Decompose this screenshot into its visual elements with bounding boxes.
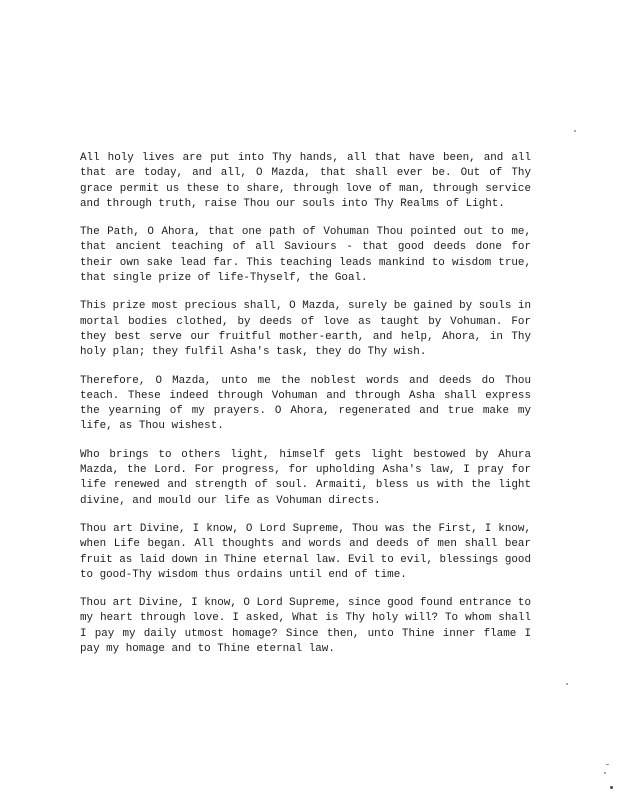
paragraph-7: Thou art Divine, I know, O Lord Supreme, since good found entrance to my heart through love. I asked, What is Thy holy will? To whom shall I pay my daily utmost homage? Since then, unto Thine inner flame I pay my homage and to Thine eternal law. [80, 597, 531, 656]
scan-speck [604, 772, 606, 774]
paragraph-2: The Path, O Ahora, that one path of Vohuman Thou pointed out to me, that ancient teaching of all Saviours - that good deeds done for their own sake lead far. This teaching leads mankind to wisdom true, that single prize of life-Thyself, the Goal. [80, 226, 531, 285]
document-body [80, 151, 531, 670]
paragraph-6: Thou art Divine, I know, O Lord Supreme, Thou was the First, I know, when Life began. All thoughts and words and deeds of men shall bear fruit as laid down in Thine eternal law. Evil to evil, blessings good to good-Thy wisdom thus ordains until end of time. [80, 522, 531, 581]
paragraph-1: All holy lives are put into Thy hands, all that have been, and all that are today, and all, O Mazda, that shall ever be. Out of Thy grace permit us these to share, through love of man, through service and through truth, raise Thou our souls into Thy Realms of Light. [80, 152, 531, 210]
scan-speck [606, 764, 609, 765]
paragraph-4: Therefore, O Mazda, unto me the noblest words and deeds do Thou teach. These indeed through Vohuman and through Asha shall express the yearning of my prayers. O Ahora, regenerated and true make my life, as Thou wishest. [80, 374, 531, 433]
scan-speck [610, 786, 613, 789]
scan-speck [566, 683, 568, 685]
paragraph-3: This prize most precious shall, O Mazda, surely be gained by souls in mortal bodies clothed, by deeds of love as taught by Vohuman. For they best serve our fruitful mother-earth, and help, Ahora, in Thy holy plan; they fulfil Asha's task, they do Thy wish. [80, 300, 531, 359]
paragraph-5: Who brings to others light, himself gets light bestowed by Ahura Mazda, the Lord. For progress, for upholding Asha's law, I pray for life renewed and strength of soul. Armaiti, bless us with the light divine, and mould our life as Vohuman directs. [80, 448, 531, 507]
scan-speck [574, 130, 576, 132]
